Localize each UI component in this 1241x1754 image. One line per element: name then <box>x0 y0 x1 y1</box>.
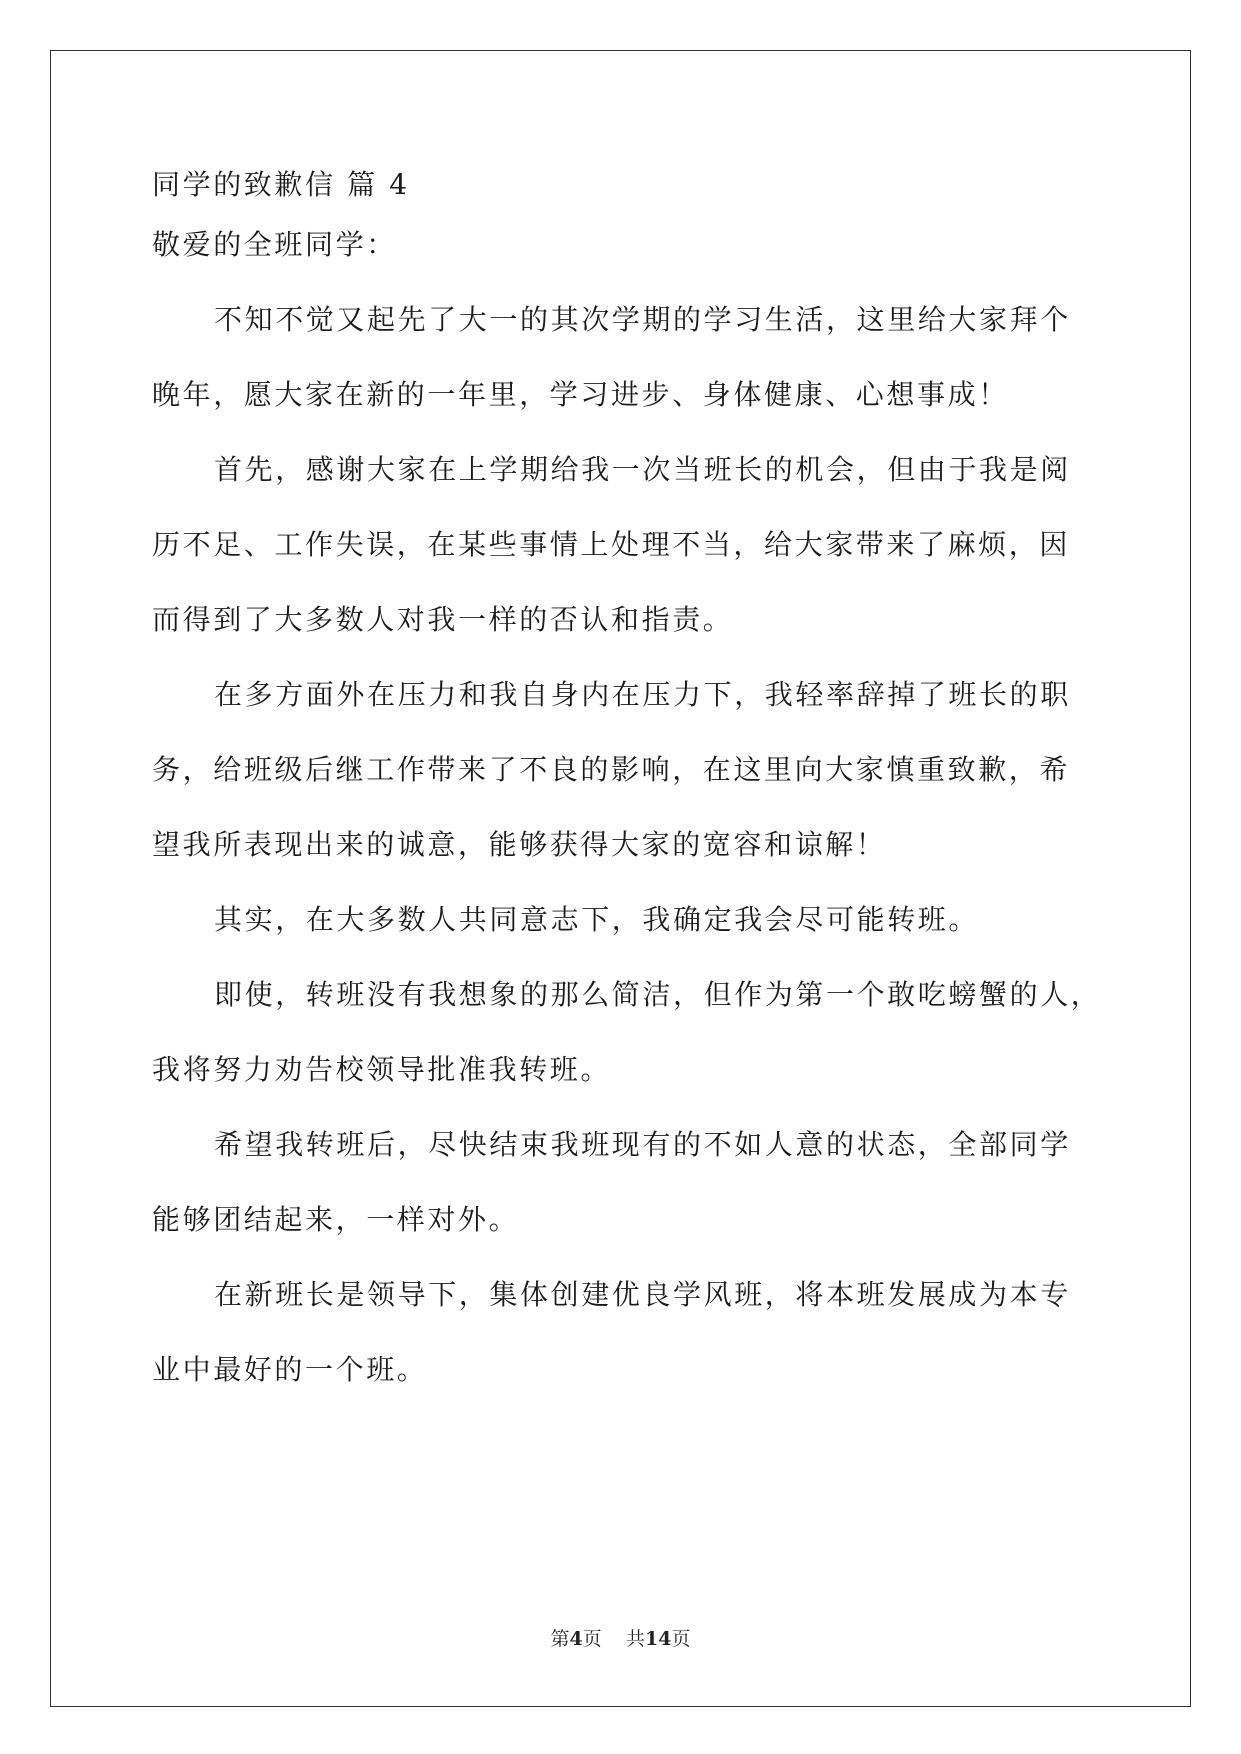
text-line: 而得到了大多数人对我一样的否认和指责。 <box>152 603 734 636</box>
page-prefix: 第 <box>550 1628 570 1650</box>
page-suffix: 页 <box>582 1628 602 1650</box>
total-pages: 14 <box>644 1628 672 1650</box>
text-line: 希望我转班后，尽快结束我班现有的不如人意的状态，全部同学 <box>214 1128 1071 1161</box>
text-line: 首先，感谢大家在上学期给我一次当班长的机会，但由于我是阅 <box>214 453 1071 486</box>
text-line: 晚年，愿大家在新的一年里，学习进步、身体健康、心想事成！ <box>152 378 1009 411</box>
total-suffix: 页 <box>671 1628 691 1650</box>
text-line: 即使，转班没有我想象的那么简洁，但作为第一个敢吃螃蟹的人， <box>214 978 1102 1011</box>
page-border <box>50 50 1191 1707</box>
text-line: 其实，在大多数人共同意志下，我确定我会尽可能转班。 <box>214 903 980 936</box>
text-line: 在新班长是领导下，集体创建优良学风班，将本班发展成为本专 <box>214 1278 1071 1311</box>
text-line: 能够团结起来，一样对外。 <box>152 1203 520 1236</box>
text-line: 我将努力劝告校领导批准我转班。 <box>152 1053 612 1086</box>
document-title: 同学的致歉信 篇 4 <box>152 168 410 201</box>
total-prefix: 共 <box>625 1628 645 1650</box>
page-number: 4 <box>569 1628 583 1650</box>
text-line: 务，给班级后继工作带来了不良的影响，在这里向大家慎重致歉，希 <box>152 753 1071 786</box>
page-footer <box>0 1626 1241 1652</box>
text-line: 望我所表现出来的诚意，能够获得大家的宽容和谅解！ <box>152 828 887 861</box>
salutation: 敬爱的全班同学： <box>152 228 397 261</box>
text-line: 不知不觉又起先了大一的其次学期的学习生活，这里给大家拜个 <box>214 303 1071 336</box>
text-line: 在多方面外在压力和我自身内在压力下，我轻率辞掉了班长的职 <box>214 678 1071 711</box>
text-line: 历不足、工作失误，在某些事情上处理不当，给大家带来了麻烦，因 <box>152 528 1071 561</box>
text-line: 业中最好的一个班。 <box>152 1353 428 1386</box>
